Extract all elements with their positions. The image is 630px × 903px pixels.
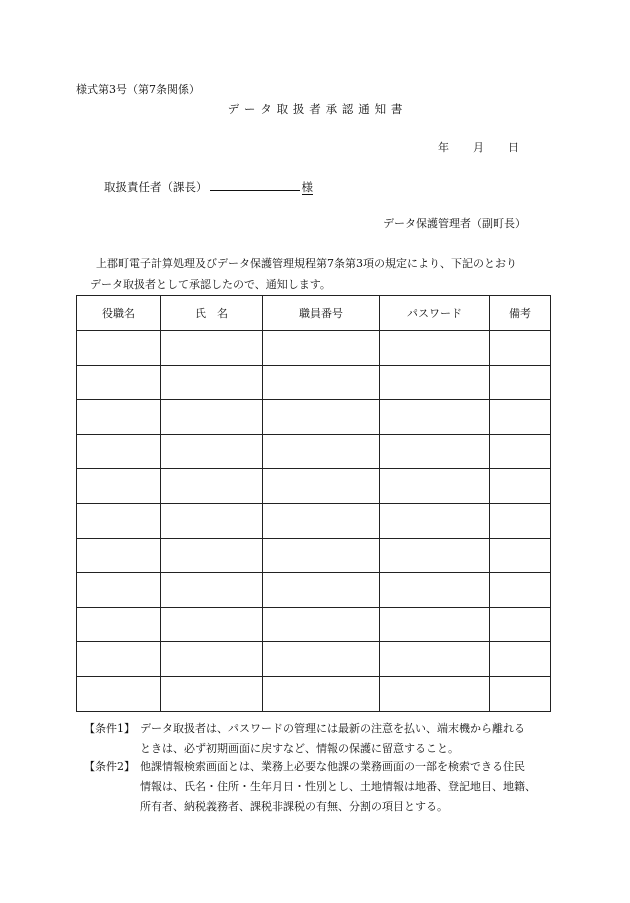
cell-password[interactable] [380, 676, 490, 711]
addressee-suffix: 様 [301, 180, 313, 194]
cell-password[interactable] [380, 642, 490, 677]
cell-password[interactable] [380, 365, 490, 400]
table-row [77, 365, 551, 400]
condition-1-label: 【条件1】 [84, 722, 135, 735]
condition-2-line-2: 情報は、氏名・住所・生年月日・性別とし、土地情報は地番、登記地目、地籍、 [140, 780, 536, 793]
condition-1-line-1: データ取扱者は、パスワードの管理には最新の注意を払い、端末機から離れる [140, 722, 525, 735]
cell-password[interactable] [380, 573, 490, 608]
cell-password[interactable] [380, 434, 490, 469]
date-year-label: 年 [438, 141, 449, 154]
cell-position[interactable] [77, 573, 161, 608]
table-row [77, 676, 551, 711]
table-header-row [77, 296, 551, 331]
cell-remarks[interactable] [490, 469, 551, 504]
document-title: データ取扱者承認通知書 [227, 102, 408, 116]
cell-position[interactable] [77, 676, 161, 711]
condition-2-line-1: 他課情報検索画面とは、業務上必要な他課の業務画面の一部を検索できる住民 [140, 760, 525, 773]
cell-position[interactable] [77, 607, 161, 642]
table-row [77, 400, 551, 435]
cell-remarks[interactable] [490, 573, 551, 608]
condition-2-line-3: 所有者、納税義務者、課税非課税の有無、分割の項目とする。 [140, 800, 448, 813]
cell-position[interactable] [77, 538, 161, 573]
header-remarks: 備考 [490, 296, 551, 331]
cell-employee-number[interactable] [263, 365, 380, 400]
cell-remarks[interactable] [490, 365, 551, 400]
cell-remarks[interactable] [490, 400, 551, 435]
cell-position[interactable] [77, 400, 161, 435]
cell-name[interactable] [161, 607, 263, 642]
cell-position[interactable] [77, 331, 161, 366]
approval-table [76, 295, 551, 712]
cell-position[interactable] [77, 469, 161, 504]
form-number: 様式第3号（第7条関係） [76, 83, 200, 96]
condition-2-label: 【条件2】 [84, 760, 135, 773]
cell-remarks[interactable] [490, 676, 551, 711]
cell-employee-number[interactable] [263, 331, 380, 366]
date-month-label: 月 [473, 141, 484, 154]
cell-position[interactable] [77, 642, 161, 677]
cell-name[interactable] [161, 573, 263, 608]
body-text-line-2: データ取扱者として承認したので、通知します。 [90, 278, 331, 291]
cell-name[interactable] [161, 331, 263, 366]
cell-name[interactable] [161, 538, 263, 573]
cell-name[interactable] [161, 434, 263, 469]
cell-password[interactable] [380, 503, 490, 538]
cell-position[interactable] [77, 365, 161, 400]
cell-employee-number[interactable] [263, 642, 380, 677]
table-row [77, 434, 551, 469]
table-body [77, 331, 551, 712]
cell-employee-number[interactable] [263, 434, 380, 469]
header-employee-number: 職員番号 [263, 296, 380, 331]
cell-employee-number[interactable] [263, 503, 380, 538]
cell-name[interactable] [161, 469, 263, 504]
addressee-prefix: 取扱責任者（課長） [104, 180, 208, 194]
sender: データ保護管理者（副町長） [383, 217, 526, 230]
cell-employee-number[interactable] [263, 607, 380, 642]
cell-employee-number[interactable] [263, 538, 380, 573]
table-row [77, 538, 551, 573]
header-position: 役職名 [77, 296, 161, 331]
table-row [77, 642, 551, 677]
table-row [77, 573, 551, 608]
cell-employee-number[interactable] [263, 573, 380, 608]
date-day-label: 日 [508, 141, 519, 154]
cell-password[interactable] [380, 469, 490, 504]
cell-remarks[interactable] [490, 503, 551, 538]
condition-1 [84, 719, 525, 759]
cell-name[interactable] [161, 642, 263, 677]
cell-name[interactable] [161, 676, 263, 711]
header-password: パスワード [380, 296, 490, 331]
cell-password[interactable] [380, 400, 490, 435]
condition-1-line-2: ときは、必ず初期画面に戻すなど、情報の保護に留意すること。 [140, 742, 459, 755]
cell-remarks[interactable] [490, 434, 551, 469]
table-row [77, 331, 551, 366]
table-row [77, 607, 551, 642]
cell-position[interactable] [77, 503, 161, 538]
cell-position[interactable] [77, 434, 161, 469]
cell-remarks[interactable] [490, 607, 551, 642]
cell-employee-number[interactable] [263, 676, 380, 711]
cell-employee-number[interactable] [263, 469, 380, 504]
cell-password[interactable] [380, 607, 490, 642]
cell-employee-number[interactable] [263, 400, 380, 435]
date-line [438, 139, 519, 155]
header-name: 氏 名 [161, 296, 263, 331]
cell-name[interactable] [161, 503, 263, 538]
table-row [77, 503, 551, 538]
body-text-line-1: 上郡町電子計算処理及びデータ保護管理規程第7条第3項の規定により、下記のとおり [96, 257, 517, 270]
cell-password[interactable] [380, 331, 490, 366]
cell-name[interactable] [161, 400, 263, 435]
cell-name[interactable] [161, 365, 263, 400]
addressee-name-blank[interactable] [210, 178, 300, 191]
addressee-line [104, 178, 313, 195]
cell-remarks[interactable] [490, 642, 551, 677]
cell-remarks[interactable] [490, 538, 551, 573]
cell-password[interactable] [380, 538, 490, 573]
cell-remarks[interactable] [490, 331, 551, 366]
table-row [77, 469, 551, 504]
condition-2 [84, 757, 536, 817]
